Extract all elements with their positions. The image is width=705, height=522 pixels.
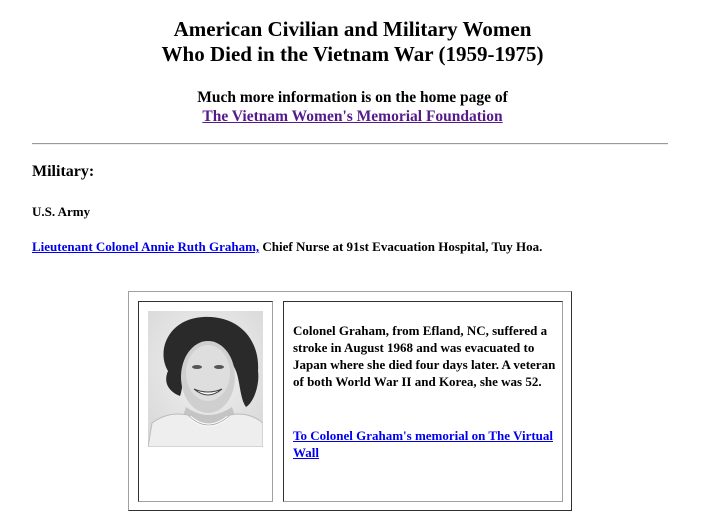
person-name-link[interactable]: Lieutenant Colonel Annie Ruth Graham,	[32, 239, 260, 254]
home-page-note-text: Much more information is on the home page of	[197, 89, 508, 106]
virtual-wall-memorial-link[interactable]: To Colonel Graham's memorial on The Virtual Wall	[293, 428, 554, 460]
title-line-2: Who Died in the Vietnam War (1959-1975)	[161, 42, 544, 66]
bio-text: Colonel Graham, from Efland, NC, suffered a stroke in August 1968 and was evacuated to Japan where she died four days later. A veteran of both World War II and Korea, she was 52.	[293, 323, 556, 389]
foundation-link[interactable]: The Vietnam Women's Memorial Foundation	[202, 108, 503, 125]
branch-heading-us-army: U.S. Army	[32, 204, 91, 219]
home-page-note	[0, 88, 705, 126]
section-heading-military: Military:	[32, 163, 95, 180]
horizontal-rule	[32, 143, 668, 145]
title-line-1: American Civilian and Military Women	[173, 17, 532, 41]
profile-table	[128, 291, 572, 511]
person-role: Chief Nurse at 91st Evacuation Hospital, Tuy Hoa.	[259, 239, 543, 254]
bio-cell	[283, 301, 563, 502]
photo-cell	[138, 301, 273, 502]
portrait-photo-icon	[148, 311, 263, 447]
page-title	[0, 17, 705, 67]
person-entry	[32, 239, 542, 255]
